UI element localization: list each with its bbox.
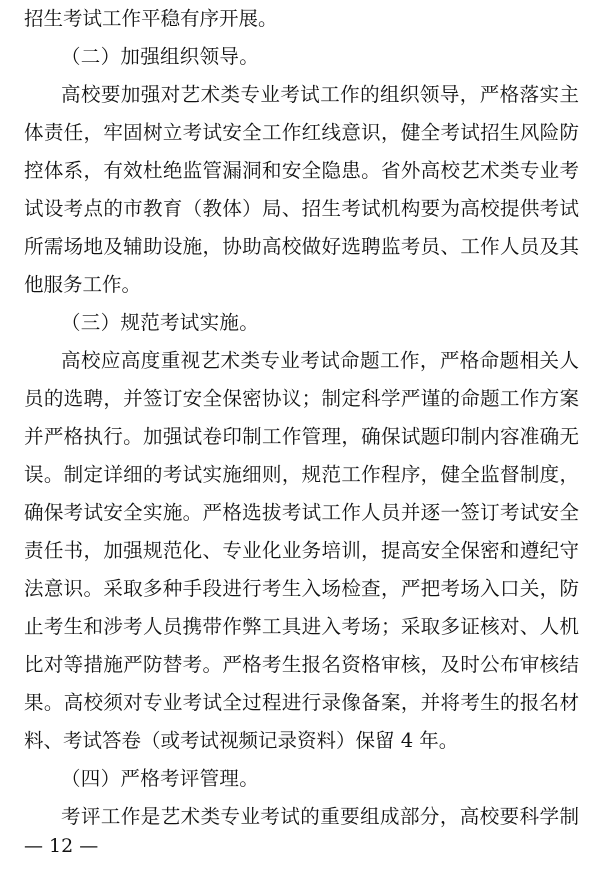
section-heading-exam-implementation: （三）规范考试实施。 [61, 311, 260, 334]
paragraph-line: 果。高校须对专业考试全过程进行录像备案，并将考生的报名材 [24, 691, 579, 714]
paragraph-line: 员的选聘，并签订安全保密协议；制定科学严谨的命题工作方案 [24, 387, 579, 410]
paragraph-line: 料、考试答卷（或考试视频记录资料）保留 4 年。 [24, 729, 459, 752]
paragraph-line: 体责任，牢固树立考试安全工作红线意识，健全考试招生风险防 [24, 121, 579, 144]
paragraph-line: 比对等措施严防替考。严格考生报名资格审核，及时公布审核结 [24, 653, 579, 676]
paragraph-line: 止考生和涉考人员携带作弊工具进入考场；采取多证核对、人机 [24, 615, 579, 638]
paragraph-line: 控体系，有效杜绝监管漏洞和安全隐患。省外高校艺术类专业考 [24, 159, 579, 182]
paragraph-line: 确保考试安全实施。严格选拔考试工作人员并逐一签订考试安全 [24, 501, 579, 524]
paragraph-line: 试设考点的市教育（教体）局、招生考试机构要为高校提供考试 [24, 197, 579, 220]
paragraph-line: 高校要加强对艺术类专业考试工作的组织领导，严格落实主 [61, 83, 579, 106]
paragraph-line: 所需场地及辅助设施，协助高校做好选聘监考员、工作人员及其 [24, 235, 579, 258]
paragraph-line: 高校应高度重视艺术类专业考试命题工作，严格命题相关人 [61, 349, 579, 372]
section-heading-evaluation-management: （四）严格考评管理。 [61, 767, 260, 790]
paragraph-line: 责任书，加强规范化、专业化业务培训，提高安全保密和遵纪守 [24, 539, 579, 562]
paragraph-line: 并严格执行。加强试卷印制工作管理，确保试题印制内容准确无 [24, 425, 579, 448]
paragraph-line: 法意识。采取多种手段进行考生入场检查，严把考场入口关，防 [24, 577, 579, 600]
paragraph-line: 考评工作是艺术类专业考试的重要组成部分，高校要科学制 [61, 805, 579, 828]
paragraph-line: 招生考试工作平稳有序开展。 [24, 7, 278, 30]
paragraph-line: 误。制定详细的考试实施细则，规范工作程序，健全监督制度， [24, 463, 579, 486]
page-number: — 12 — [24, 835, 99, 857]
paragraph-line: 他服务工作。 [24, 273, 142, 296]
section-heading-organization: （二）加强组织领导。 [61, 45, 260, 68]
